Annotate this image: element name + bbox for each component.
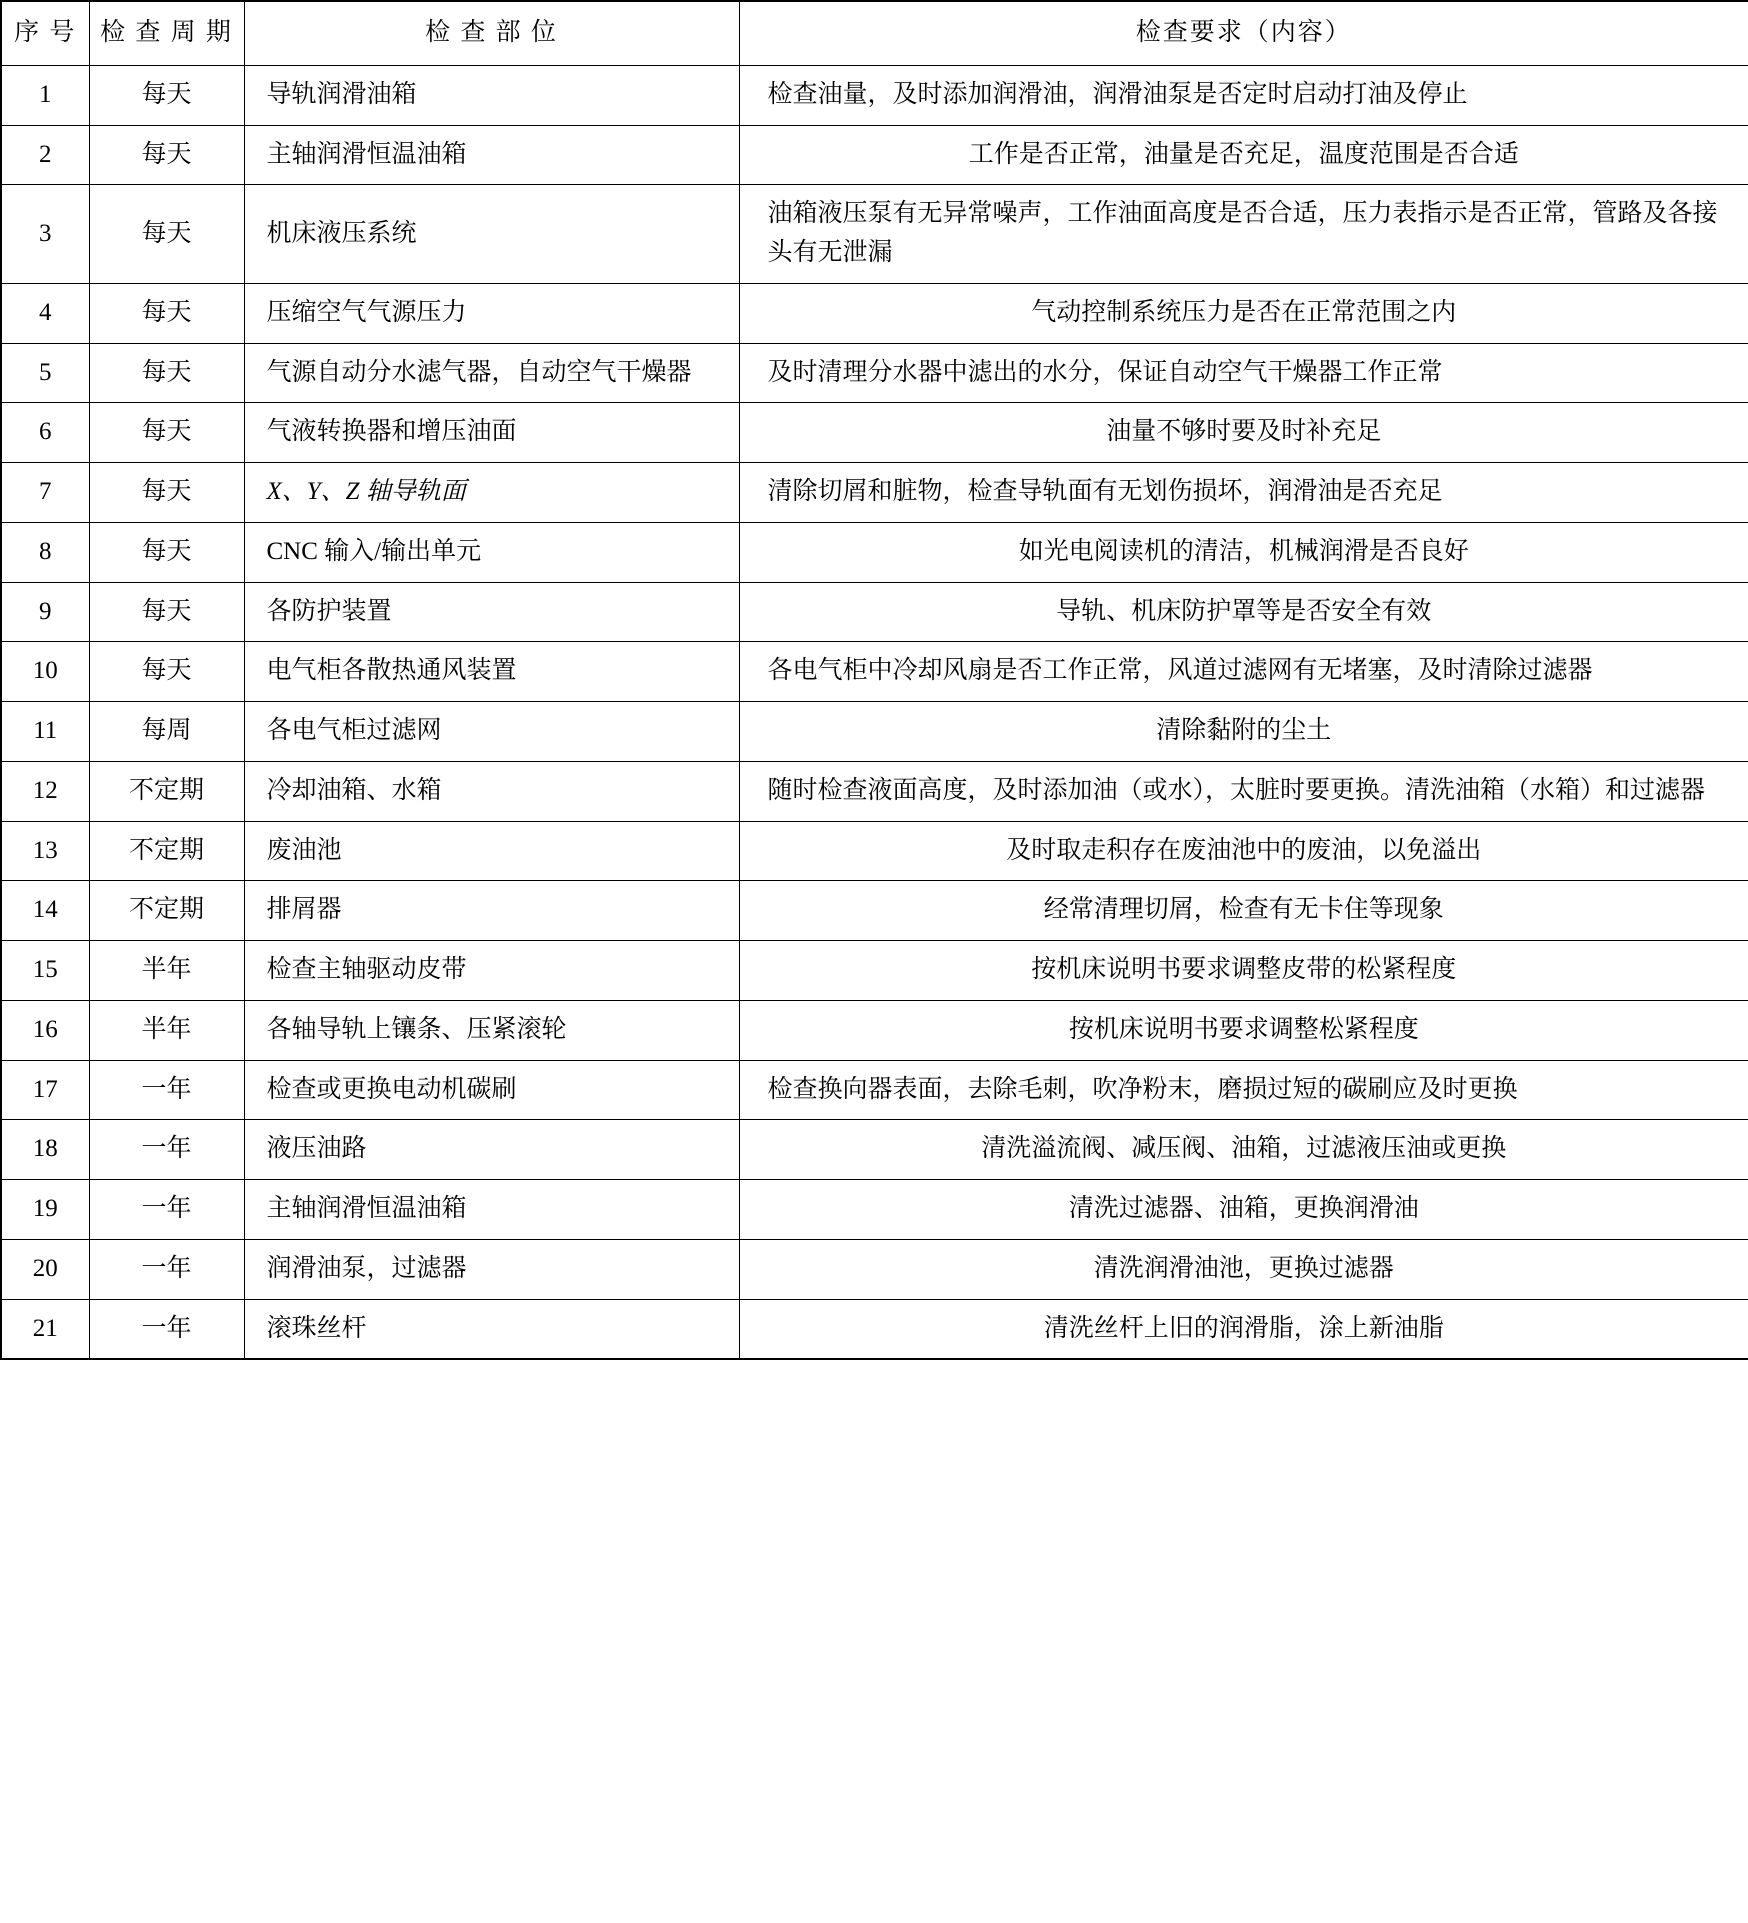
row-index-cell: 20: [1, 1239, 89, 1299]
inspection-part-cell: 滚珠丝杆: [244, 1299, 739, 1359]
inspection-cycle-cell: 一年: [89, 1060, 244, 1120]
table-row: [1, 283, 1748, 343]
inspection-cycle-cell: 每天: [89, 185, 244, 284]
inspection-part-cell: 检查主轴驱动皮带: [244, 941, 739, 1001]
inspection-cycle-cell: 每天: [89, 403, 244, 463]
row-index-cell: 4: [1, 283, 89, 343]
table-row: [1, 881, 1748, 941]
inspection-part-cell: X、Y、Z 轴导轨面: [244, 463, 739, 523]
inspection-cycle-cell: 半年: [89, 941, 244, 1001]
table-header-row: [1, 1, 1748, 65]
inspection-requirement-cell: 油箱液压泵有无异常噪声，工作油面高度是否合适，压力表指示是否正常，管路及各接头有无泄漏: [739, 185, 1748, 284]
inspection-requirement-cell: 及时取走积存在废油池中的废油，以免溢出: [739, 821, 1748, 881]
inspection-requirement-cell: 清洗过滤器、油箱，更换润滑油: [739, 1180, 1748, 1240]
table-row: [1, 1000, 1748, 1060]
inspection-part-cell: 排屑器: [244, 881, 739, 941]
column-header-requirement: 检查要求（内容）: [739, 1, 1748, 65]
row-index-cell: 6: [1, 403, 89, 463]
inspection-cycle-cell: 每天: [89, 463, 244, 523]
inspection-part-cell: 冷却油箱、水箱: [244, 761, 739, 821]
inspection-part-cell: 液压油路: [244, 1120, 739, 1180]
inspection-cycle-cell: 半年: [89, 1000, 244, 1060]
inspection-cycle-cell: 每天: [89, 642, 244, 702]
table-row: [1, 463, 1748, 523]
row-index-cell: 2: [1, 125, 89, 185]
row-index-cell: 1: [1, 65, 89, 125]
row-index-cell: 13: [1, 821, 89, 881]
row-index-cell: 10: [1, 642, 89, 702]
inspection-part-cell: 各轴导轨上镶条、压紧滚轮: [244, 1000, 739, 1060]
table-row: [1, 642, 1748, 702]
inspection-requirement-cell: 检查换向器表面，去除毛刺，吹净粉末，磨损过短的碳刷应及时更换: [739, 1060, 1748, 1120]
column-header-part: 检 查 部 位: [244, 1, 739, 65]
inspection-requirement-cell: 清除黏附的尘土: [739, 702, 1748, 762]
inspection-requirement-cell: 及时清理分水器中滤出的水分，保证自动空气干燥器工作正常: [739, 343, 1748, 403]
table-row: [1, 522, 1748, 582]
inspection-requirement-cell: 气动控制系统压力是否在正常范围之内: [739, 283, 1748, 343]
table-row: [1, 582, 1748, 642]
inspection-part-cell: 各电气柜过滤网: [244, 702, 739, 762]
column-header-no: 序 号: [1, 1, 89, 65]
inspection-cycle-cell: 不定期: [89, 761, 244, 821]
row-index-cell: 8: [1, 522, 89, 582]
inspection-requirement-cell: 经常清理切屑，检查有无卡住等现象: [739, 881, 1748, 941]
inspection-requirement-cell: 检查油量，及时添加润滑油，润滑油泵是否定时启动打油及停止: [739, 65, 1748, 125]
inspection-part-cell: 检查或更换电动机碳刷: [244, 1060, 739, 1120]
inspection-requirement-cell: 油量不够时要及时补充足: [739, 403, 1748, 463]
table-row: [1, 1120, 1748, 1180]
inspection-requirement-cell: 清洗溢流阀、减压阀、油箱，过滤液压油或更换: [739, 1120, 1748, 1180]
inspection-requirement-cell: 各电气柜中冷却风扇是否工作正常，风道过滤网有无堵塞，及时清除过滤器: [739, 642, 1748, 702]
inspection-part-cell: 气液转换器和增压油面: [244, 403, 739, 463]
inspection-part-cell: 各防护装置: [244, 582, 739, 642]
table-row: [1, 702, 1748, 762]
row-index-cell: 3: [1, 185, 89, 284]
table-row: [1, 403, 1748, 463]
row-index-cell: 7: [1, 463, 89, 523]
inspection-part-cell: CNC 输入/输出单元: [244, 522, 739, 582]
row-index-cell: 9: [1, 582, 89, 642]
row-index-cell: 17: [1, 1060, 89, 1120]
inspection-requirement-cell: 清洗丝杆上旧的润滑脂，涂上新油脂: [739, 1299, 1748, 1359]
row-index-cell: 21: [1, 1299, 89, 1359]
table-row: [1, 1239, 1748, 1299]
inspection-cycle-cell: 每天: [89, 343, 244, 403]
inspection-requirement-cell: 清洗润滑油池，更换过滤器: [739, 1239, 1748, 1299]
inspection-part-cell: 机床液压系统: [244, 185, 739, 284]
inspection-part-cell: 电气柜各散热通风装置: [244, 642, 739, 702]
inspection-requirement-cell: 如光电阅读机的清洁，机械润滑是否良好: [739, 522, 1748, 582]
table-row: [1, 65, 1748, 125]
inspection-cycle-cell: 一年: [89, 1239, 244, 1299]
inspection-cycle-cell: 每周: [89, 702, 244, 762]
table-row: [1, 821, 1748, 881]
table-row: [1, 941, 1748, 1001]
inspection-cycle-cell: 一年: [89, 1299, 244, 1359]
inspection-part-cell: 废油池: [244, 821, 739, 881]
row-index-cell: 14: [1, 881, 89, 941]
inspection-requirement-cell: 按机床说明书要求调整皮带的松紧程度: [739, 941, 1748, 1001]
inspection-cycle-cell: 每天: [89, 582, 244, 642]
inspection-part-cell: 润滑油泵，过滤器: [244, 1239, 739, 1299]
inspection-cycle-cell: 每天: [89, 65, 244, 125]
column-header-cycle: 检 查 周 期: [89, 1, 244, 65]
inspection-requirement-cell: 工作是否正常，油量是否充足，温度范围是否合适: [739, 125, 1748, 185]
table-row: [1, 125, 1748, 185]
inspection-requirement-cell: 按机床说明书要求调整松紧程度: [739, 1000, 1748, 1060]
table-row: [1, 761, 1748, 821]
row-index-cell: 19: [1, 1180, 89, 1240]
table-body: [1, 65, 1748, 1359]
inspection-requirement-cell: 随时检查液面高度，及时添加油（或水），太脏时要更换。清洗油箱（水箱）和过滤器: [739, 761, 1748, 821]
inspection-cycle-cell: 不定期: [89, 821, 244, 881]
row-index-cell: 5: [1, 343, 89, 403]
inspection-part-cell: 气源自动分水滤气器，自动空气干燥器: [244, 343, 739, 403]
inspection-cycle-cell: 每天: [89, 125, 244, 185]
table-row: [1, 1180, 1748, 1240]
inspection-cycle-cell: 一年: [89, 1180, 244, 1240]
inspection-cycle-cell: 每天: [89, 283, 244, 343]
inspection-part-cell: 主轴润滑恒温油箱: [244, 1180, 739, 1240]
inspection-part-cell: 导轨润滑油箱: [244, 65, 739, 125]
table-header: [1, 1, 1748, 65]
inspection-requirement-cell: 导轨、机床防护罩等是否安全有效: [739, 582, 1748, 642]
row-index-cell: 11: [1, 702, 89, 762]
table-row: [1, 343, 1748, 403]
row-index-cell: 15: [1, 941, 89, 1001]
table-row: [1, 185, 1748, 284]
inspection-part-cell: 压缩空气气源压力: [244, 283, 739, 343]
table-row: [1, 1060, 1748, 1120]
table-row: [1, 1299, 1748, 1359]
row-index-cell: 16: [1, 1000, 89, 1060]
row-index-cell: 18: [1, 1120, 89, 1180]
inspection-cycle-cell: 不定期: [89, 881, 244, 941]
inspection-cycle-cell: 每天: [89, 522, 244, 582]
inspection-part-cell: 主轴润滑恒温油箱: [244, 125, 739, 185]
inspection-requirement-cell: 清除切屑和脏物，检查导轨面有无划伤损坏，润滑油是否充足: [739, 463, 1748, 523]
row-index-cell: 12: [1, 761, 89, 821]
inspection-cycle-cell: 一年: [89, 1120, 244, 1180]
